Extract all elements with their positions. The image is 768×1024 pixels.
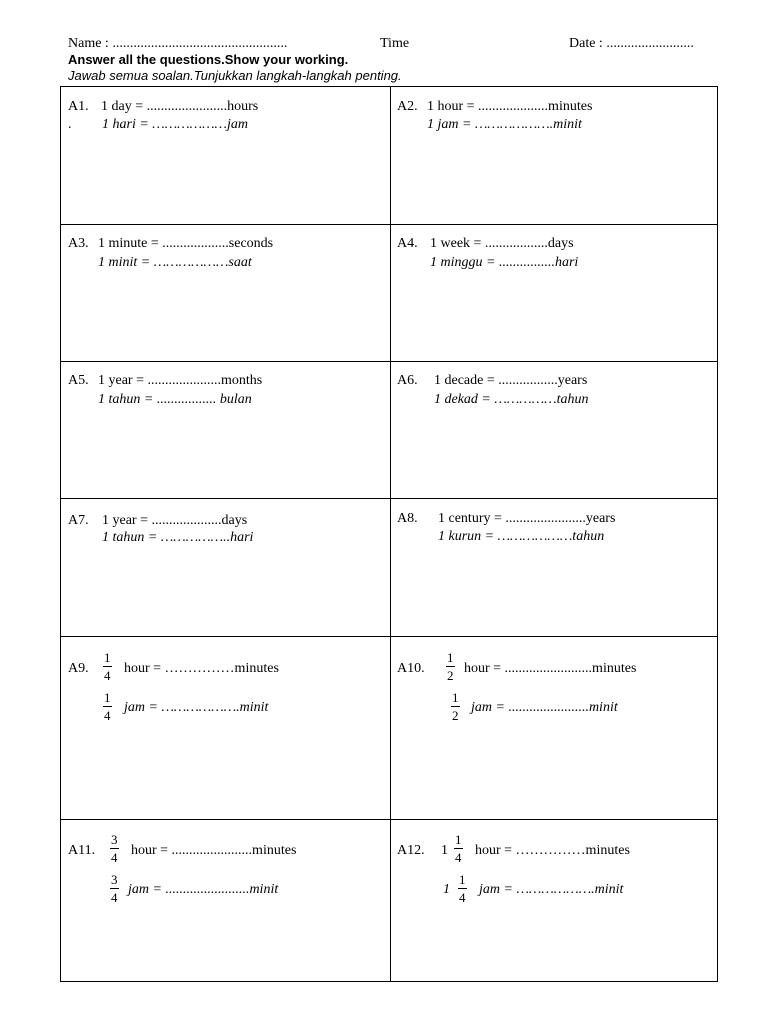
fraction-numerator: 1 — [104, 650, 111, 665]
row-divider — [61, 636, 717, 637]
fraction-numerator: 1 — [455, 832, 462, 847]
question-label: A12. — [397, 843, 425, 858]
fraction-denominator: 4 — [111, 850, 118, 865]
row-divider — [61, 361, 717, 362]
fraction-one-quarter — [103, 691, 112, 722]
fraction-denominator: 2 — [447, 668, 454, 683]
question-label: A6. — [397, 373, 418, 388]
question-label: A9. — [68, 661, 89, 676]
question-english: 1 year = ....................days — [102, 513, 248, 528]
fraction-numerator: 3 — [111, 872, 118, 887]
row-divider — [61, 224, 717, 225]
question-malay: 1 minit = ………………saat — [98, 255, 252, 270]
question-label: A10. — [397, 661, 425, 676]
instructions-english: Answer all the questions.Show your working. — [68, 52, 349, 67]
fraction-one-quarter — [103, 651, 112, 682]
instructions-malay: Jawab semua soalan.Tunjukkan langkah-langkah penting. — [68, 68, 402, 83]
fraction-three-quarters — [110, 833, 119, 864]
question-malay: 1 jam = ……………….minit — [427, 117, 582, 132]
date-field-label: Date : ......................... — [569, 36, 694, 51]
question-malay: 1 tahun = ……………..hari — [102, 530, 254, 545]
mixed-number-whole: 1 — [443, 882, 450, 897]
question-english: 1 minute = ...................seconds — [98, 236, 274, 251]
question-malay: jam = ……………….minit — [479, 882, 624, 897]
fraction-denominator: 2 — [452, 708, 459, 723]
question-english: 1 decade = .................years — [434, 373, 588, 388]
fraction-denominator: 4 — [111, 890, 118, 905]
fraction-numerator: 1 — [447, 650, 454, 665]
name-field-label: Name : .................................................. — [68, 36, 288, 51]
question-label: A3. — [68, 236, 89, 251]
stray-dot: . — [68, 117, 72, 132]
question-english: hour = .........................minutes — [464, 661, 637, 676]
fraction-denominator: 4 — [104, 668, 111, 683]
question-malay: 1 minggu = ................hari — [430, 255, 579, 270]
row-divider — [61, 498, 717, 499]
row-divider — [61, 819, 717, 820]
question-english: 1 hour = ....................minutes — [427, 99, 593, 114]
fraction-denominator: 4 — [104, 708, 111, 723]
fraction-numerator: 1 — [104, 690, 111, 705]
question-label: A11. — [68, 843, 96, 858]
question-english: hour = ……………minutes — [124, 661, 279, 676]
fraction-three-quarters — [110, 873, 119, 904]
fraction-numerator: 1 — [459, 872, 466, 887]
question-label: A4. — [397, 236, 418, 251]
question-english: hour = .......................minutes — [131, 843, 297, 858]
question-english: 1 week = ..................days — [430, 236, 574, 251]
fraction-denominator: 4 — [459, 890, 466, 905]
fraction-one-quarter — [454, 833, 463, 864]
question-english: 1 year = .....................months — [98, 373, 263, 388]
question-malay: jam = ........................minit — [128, 882, 279, 897]
fraction-one-half — [446, 651, 455, 682]
question-label: A8. — [397, 511, 418, 526]
fraction-numerator: 1 — [452, 690, 459, 705]
question-malay: 1 dekad = ……………tahun — [434, 392, 589, 407]
fraction-one-half — [451, 691, 460, 722]
question-malay: 1 tahun = ................. bulan — [98, 392, 252, 407]
question-english: 1 day = .......................hours — [101, 99, 259, 114]
question-malay: jam = ……………….minit — [124, 700, 269, 715]
question-malay: jam = .......................minit — [471, 700, 618, 715]
question-english: hour = ……………minutes — [475, 843, 630, 858]
fraction-numerator: 3 — [111, 832, 118, 847]
fraction-one-quarter — [458, 873, 467, 904]
question-malay: 1 hari = ………………jam — [102, 117, 248, 132]
mixed-number-whole: 1 — [441, 843, 448, 858]
question-english: 1 century = .......................years — [438, 511, 616, 526]
time-field-label: Time — [380, 36, 410, 51]
question-label: A2. — [397, 99, 418, 114]
question-malay: 1 kurun = ………………tahun — [438, 529, 605, 544]
question-label: A1. — [68, 99, 89, 114]
question-label: A7. — [68, 513, 89, 528]
question-label: A5. — [68, 373, 89, 388]
column-divider — [390, 87, 391, 981]
fraction-denominator: 4 — [455, 850, 462, 865]
